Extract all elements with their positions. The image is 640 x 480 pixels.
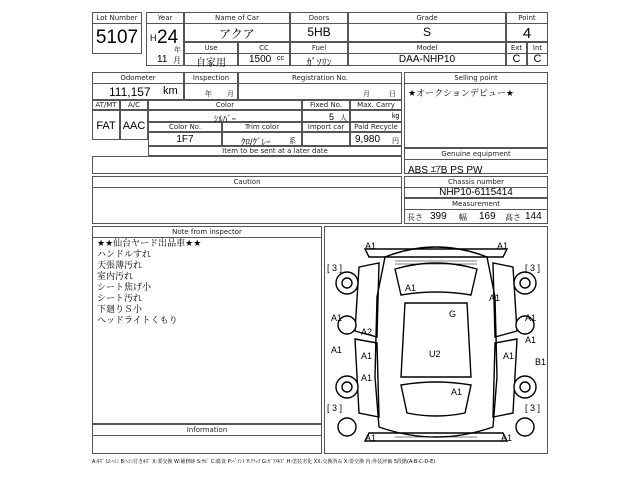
selling-point-label: Selling point [405, 73, 547, 84]
mark-left-front-door: A2 [361, 327, 373, 337]
caution-cell [92, 176, 402, 224]
inspection-month-kanji: 月 [227, 91, 234, 98]
selling-point-cell [404, 72, 548, 148]
information-cell [92, 424, 322, 454]
inspection-label: Inspection [185, 73, 237, 84]
month-kanji: 月 [173, 56, 181, 65]
height-label: 高さ [505, 213, 521, 222]
point: 4 [522, 25, 532, 42]
mark-rear-left-bumper: A1 [365, 433, 377, 443]
note-line: シート汚れ [97, 294, 143, 304]
note-line: ★★仙台ヤード出品車★★ [97, 239, 202, 249]
grade-label: Grade [349, 13, 505, 24]
lot-number-cell [92, 12, 142, 54]
fuel-cell [290, 42, 348, 69]
mark-rear-right-bumper: A1 [501, 433, 513, 443]
doors-label: Doors [291, 13, 347, 24]
max-carry-unit: kg [392, 113, 400, 120]
note-line: ヘッドライトくもり [97, 316, 178, 326]
inspection-year-kanji: 年 [205, 91, 212, 98]
year-label: Year [147, 13, 183, 24]
int: C [533, 53, 542, 65]
items-later-cell [92, 156, 402, 174]
length: 399 [430, 211, 447, 222]
era: H [150, 33, 157, 43]
ext: C [512, 53, 521, 65]
paid-recycle-cell [350, 132, 402, 146]
caution-label: Caution [93, 177, 401, 188]
year: 24 [157, 27, 179, 48]
odometer-cell [92, 72, 184, 100]
mark-left-rear-fender: [ 3 ] [327, 403, 343, 413]
chassis-cell [404, 176, 548, 198]
mark-left-fender: [ 3 ] [327, 263, 343, 273]
odometer: 111,157 [109, 85, 151, 99]
model-label: Model [349, 43, 505, 54]
note-line: 天張薄汚れ [97, 261, 143, 271]
mark-left-quarter: A1 [361, 373, 373, 383]
items-later-label: Item to be sent at a later date [148, 146, 402, 156]
trim-color-cell [222, 132, 302, 146]
registration-label: Registration No. [239, 73, 401, 84]
fuel: ｶﾞｿﾘﾝ [306, 58, 332, 69]
paid-recycle: 9,980 [355, 134, 381, 145]
color-no-cell [148, 132, 222, 146]
mark-right-front-door: A1 [525, 335, 537, 345]
trim-color-label: Trim color [222, 122, 302, 132]
notes-label: Note from inspector [93, 227, 321, 238]
mark-front-right-bumper: A1 [497, 241, 509, 251]
odometer-label: Odometer [93, 73, 183, 84]
ext-cell [506, 42, 527, 66]
import-car-label: Import car [302, 122, 350, 132]
notes-cell [92, 226, 322, 424]
inspection-cell [184, 72, 238, 100]
max-carry-label: Max. Carry [350, 100, 402, 110]
mark-trunk: A1 [451, 387, 463, 397]
grade-cell [348, 12, 506, 42]
chassis-label: Chassis number [405, 177, 547, 188]
measurement-cell [404, 198, 548, 224]
mark-front-left-bumper: A1 [365, 241, 377, 251]
spec-grid [92, 100, 402, 158]
notes-list [97, 239, 201, 327]
name-of-car-label: Name of Car [185, 13, 289, 24]
note-line: ハンドルすれ [97, 250, 152, 260]
selling-point: ★オークションデビュー★ [408, 89, 514, 99]
ac-label: A/C [120, 100, 148, 110]
ac: AAC [122, 120, 146, 132]
month: 11 [157, 54, 168, 65]
name-of-car-cell [184, 12, 290, 42]
height: 144 [525, 211, 542, 222]
cc-cell [238, 42, 290, 66]
color: ｼﾙﾊﾞｰ [213, 114, 237, 124]
int-label: Int [528, 43, 547, 54]
use-cell [184, 42, 238, 69]
lot-number-label: Lot Number [93, 13, 141, 24]
mark-left-sill: A1 [331, 345, 343, 355]
use-label: Use [185, 43, 237, 54]
name-of-car: アクア [219, 27, 255, 41]
width-label: 幅 [459, 213, 467, 222]
genuine-equipment-cell [404, 148, 548, 174]
fuel-label: Fuel [291, 43, 347, 54]
trim-color: ｸﾛ/ｸﾞﾚｰ [241, 137, 271, 147]
int-cell [527, 42, 548, 66]
year-cell [146, 12, 184, 66]
model-cell [348, 42, 506, 66]
fixed-unit: 人 [340, 115, 347, 122]
note-line: 下廻りＳ小 [97, 305, 143, 315]
model: DAA-NHP10 [398, 54, 456, 65]
mark-roof: U2 [429, 349, 441, 359]
registration-month-kanji: 月 [363, 91, 370, 98]
mark-right-sill: A1 [503, 351, 515, 361]
cc: 1500 [249, 54, 272, 65]
damage-legend: A:ｷｽﾞ U:ﾍｺﾐ B:ﾍｺﾐ付きｷｽﾞ X:要交換 W:補修跡 S:ｻﾋﾞ C:腐食 P:ﾍﾟｲﾝﾄ Y:ｸﾗｯｸ G:ｶﾞﾗｽｷｽﾞ H:塗装劣化 XX:交換済み X:要交換 内:外装評価 5段階(A-B-C-D-E) [92, 459, 436, 465]
cc-unit: cc [277, 55, 284, 62]
point-label: Point [507, 13, 547, 24]
atmt: FAT [96, 120, 116, 132]
lot-number: 5107 [95, 27, 139, 48]
mark-right-fender: [ 3 ] [525, 263, 541, 273]
color-label: Color [148, 100, 302, 110]
max-carry-cell [350, 110, 402, 122]
fixed-label: Fixed No. [302, 100, 350, 110]
color-no-label: Color No. [148, 122, 222, 132]
mark-right-rear-door: B1 [535, 357, 547, 367]
paid-recycle-label: Paid Recycle [350, 122, 402, 132]
registration-day-kanji: 日 [389, 91, 396, 98]
paid-recycle-unit: 円 [392, 138, 399, 145]
information-label: Information [93, 425, 321, 436]
year-kanji: 年 [174, 47, 181, 54]
fixed-cell [302, 110, 350, 122]
note-line: シート焦げ小 [97, 283, 152, 293]
doors: 5HB [307, 25, 331, 39]
atmt-cell [92, 110, 120, 140]
registration-cell [238, 72, 402, 100]
genuine-equipment-label: Genuine equipment [405, 149, 547, 160]
genuine-equipment: ABS ｴｱB PS PW [408, 165, 483, 176]
mark-right-rear-fender: [ 3 ] [525, 403, 541, 413]
mark-bonnet: A1 [405, 283, 417, 293]
width: 169 [479, 211, 496, 222]
use: 自家用 [196, 58, 226, 69]
odometer-unit: km [163, 85, 178, 97]
doors-cell [290, 12, 348, 42]
mark-glass: G [449, 309, 457, 319]
mark-left-rear-door: A1 [361, 351, 373, 361]
ac-cell [120, 110, 148, 140]
damage-diagram [324, 226, 548, 454]
measurement-label: Measurement [405, 199, 547, 210]
import-car-cell [302, 132, 350, 146]
mark-right-front-panel: A1 [489, 293, 501, 303]
cc-label: CC [239, 43, 289, 54]
mark-left-mirror: A1 [331, 313, 343, 323]
color-no: 1F7 [176, 134, 194, 145]
length-label: 長さ [407, 213, 423, 222]
car-outline [325, 227, 547, 453]
fixed: 5 [329, 112, 335, 122]
color-cell [148, 110, 302, 122]
atmt-label: AT/MT [92, 100, 120, 110]
trim-color-unit: 系 [289, 138, 296, 145]
mark-right-mirror: A1 [525, 313, 537, 323]
grade: S [422, 25, 431, 39]
ext-label: Ext [507, 43, 526, 54]
note-line: 室内汚れ [97, 272, 134, 282]
point-cell [506, 12, 548, 42]
chassis: NHP10-6115414 [439, 187, 513, 198]
